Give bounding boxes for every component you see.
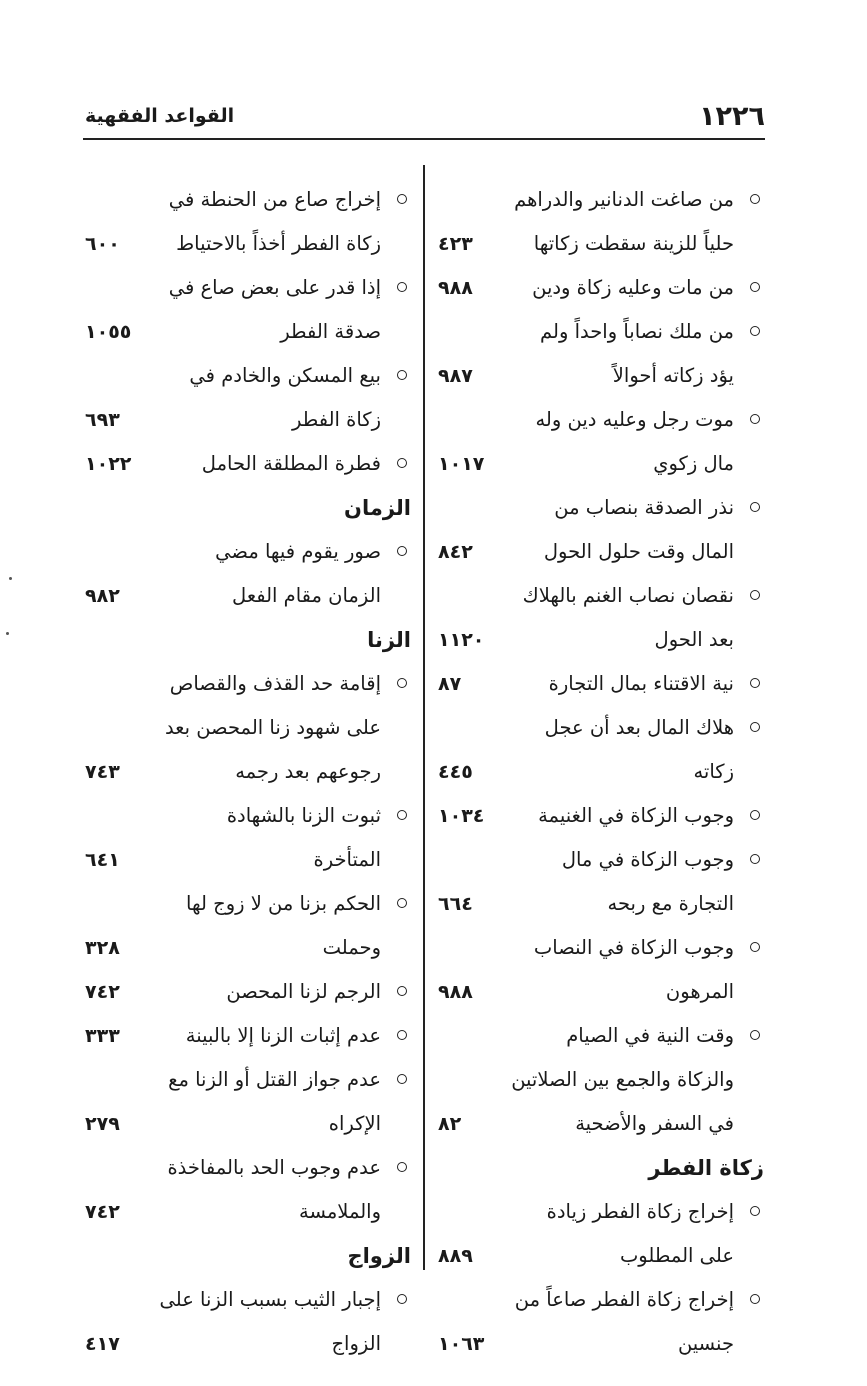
index-entry [432,662,768,706]
entry-text: الحكم بزنا من لا زوج لها وحملت [186,892,381,959]
entry-page-number: ٤٤٥ [438,761,473,783]
page-number: ١٢٢٦ [699,100,765,132]
index-entry [79,354,415,442]
circle-bullet-icon [750,326,760,336]
entry-page-number: ٧٤٢ [85,981,120,1003]
entry-text: الرجم لزنا المحصن [226,980,381,1003]
section-heading: زكاة الفطر [648,1156,764,1180]
circle-bullet-icon [397,898,407,908]
circle-bullet-icon [750,590,760,600]
entry-text: ثبوت الزنا بالشهادة المتأخرة [226,804,381,871]
entry-text: وجوب الزكاة في مال التجارة مع ربحه [561,848,734,915]
circle-bullet-icon [750,810,760,820]
entry-page-number: ١٠٥٥ [85,321,132,343]
column-divider [423,165,425,1270]
entry-text: عدم إثبات الزنا إلا بالبينة [185,1024,381,1047]
entry-text: من صاغت الدنانير والدراهم حلياً للزينة سقطت زكاتها [514,188,734,255]
entry-text: بيع المسكن والخادم في زكاة الفطر [189,364,381,431]
index-entry [79,1278,415,1366]
scan-speck [9,577,12,580]
circle-bullet-icon [750,502,760,512]
index-entry [432,178,768,266]
index-entry [432,1014,768,1146]
index-entry [79,794,415,882]
circle-bullet-icon [750,722,760,732]
entry-text: إخراج زكاة الفطر صاعاً من جنسين [514,1288,734,1355]
index-entry [79,662,415,794]
circle-bullet-icon [750,1030,760,1040]
index-entry [79,442,415,486]
index-column-left [79,178,415,1366]
running-title: القواعد الفقهية [85,105,235,127]
circle-bullet-icon [750,282,760,292]
circle-bullet-icon [750,678,760,688]
entry-page-number: ١١٢٠ [438,629,485,651]
entry-text: إذا قدر على بعض صاع في صدقة الفطر [168,276,381,343]
entry-text: موت رجل وعليه دين وله مال زكوي [535,408,734,475]
entry-page-number: ٨٢ [438,1113,462,1135]
entry-page-number: ٣٢٨ [85,937,120,959]
index-entry [79,1014,415,1058]
section-heading: الزمان [344,496,411,520]
entry-text: فطرة المطلقة الحامل [201,452,381,475]
index-entry [432,706,768,794]
index-entry [79,266,415,354]
circle-bullet-icon [397,1030,407,1040]
entry-text: نية الاقتناء بمال التجارة [548,672,734,695]
entry-page-number: ٨٧ [438,673,462,695]
circle-bullet-icon [397,194,407,204]
circle-bullet-icon [397,678,407,688]
index-entry [432,1278,768,1366]
entry-page-number: ٦٤١ [85,849,120,871]
circle-bullet-icon [750,854,760,864]
circle-bullet-icon [750,194,760,204]
index-entry [432,574,768,662]
entry-page-number: ٢٧٩ [85,1113,120,1135]
entry-text: وجوب الزكاة في النصاب المرهون [533,936,734,1003]
entry-text: إقامة حد القذف والقصاص على شهود زنا المحصن بعد رجوعهم بعد رجمه [164,672,381,783]
entry-text: عدم جواز القتل أو الزنا مع الإكراه [168,1068,381,1135]
entry-page-number: ٩٨٢ [85,585,120,607]
section-heading: الزواج [347,1244,411,1268]
entry-text: وقت النية في الصيام والزكاة والجمع بين الصلاتين في السفر والأضحية [511,1024,734,1135]
circle-bullet-icon [397,1162,407,1172]
index-entry [79,530,415,618]
circle-bullet-icon [397,546,407,556]
entry-page-number: ٦٦٤ [438,893,473,915]
entry-page-number: ٧٤٣ [85,761,120,783]
index-entry [432,926,768,1014]
entry-page-number: ٩٨٨ [438,277,473,299]
section-heading: الزنا [367,628,411,652]
entry-text: من ملك نصاباً واحداً ولم يؤد زكاته أحوالاً [540,320,734,387]
entry-text: صور يقوم فيها مضي الزمان مقام الفعل [215,540,381,607]
index-entry [79,882,415,970]
entry-page-number: ٩٨٧ [438,365,473,387]
page-header [83,94,765,140]
entry-text: عدم وجوب الحد بالمفاخذة والملامسة [167,1156,381,1223]
index-entry [432,266,768,310]
entry-text: هلاك المال بعد أن عجل زكاته [544,716,734,783]
circle-bullet-icon [750,942,760,952]
entry-page-number: ٤٢٣ [438,233,473,255]
circle-bullet-icon [397,282,407,292]
entry-text: إخراج صاع من الحنطة في زكاة الفطر أخذاً بالاحتياط [168,188,381,255]
circle-bullet-icon [397,458,407,468]
entry-page-number: ٦٩٣ [85,409,120,431]
scan-speck [6,632,9,635]
index-entry [79,970,415,1014]
entry-page-number: ٨٨٩ [438,1245,473,1267]
entry-text: من مات وعليه زكاة ودين [532,276,734,299]
index-entry [79,1146,415,1234]
circle-bullet-icon [750,1294,760,1304]
entry-page-number: ٤١٧ [85,1333,120,1355]
index-entry [79,178,415,266]
index-entry [432,838,768,926]
circle-bullet-icon [750,414,760,424]
entry-page-number: ١٠١٧ [438,453,485,475]
entry-page-number: ٦٠٠ [85,233,120,255]
entry-page-number: ١٠٣٤ [438,805,485,827]
index-entry [432,794,768,838]
index-entry [432,398,768,486]
index-entry [79,1058,415,1146]
entry-page-number: ٩٨٨ [438,981,473,1003]
circle-bullet-icon [397,370,407,380]
index-entry [432,310,768,398]
circle-bullet-icon [397,1074,407,1084]
entry-page-number: ٣٣٣ [85,1025,120,1047]
entry-page-number: ١٠٢٢ [85,453,132,475]
entry-page-number: ٧٤٢ [85,1201,120,1223]
circle-bullet-icon [750,1206,760,1216]
entry-page-number: ١٠٦٣ [438,1333,485,1355]
entry-text: إخراج زكاة الفطر زيادة على المطلوب [546,1200,734,1267]
index-column-right [432,178,768,1366]
index-entry [432,486,768,574]
entry-text: وجوب الزكاة في الغنيمة [538,804,734,827]
entry-text: نذر الصدقة بنصاب من المال وقت حلول الحول [543,496,734,563]
circle-bullet-icon [397,986,407,996]
entry-page-number: ٨٤٢ [438,541,473,563]
index-entry [432,1190,768,1278]
entry-text: نقصان نصاب الغنم بالهلاك بعد الحول [522,584,734,651]
circle-bullet-icon [397,810,407,820]
entry-text: إجبار الثيب بسبب الزنا على الزواج [159,1288,381,1355]
circle-bullet-icon [397,1294,407,1304]
